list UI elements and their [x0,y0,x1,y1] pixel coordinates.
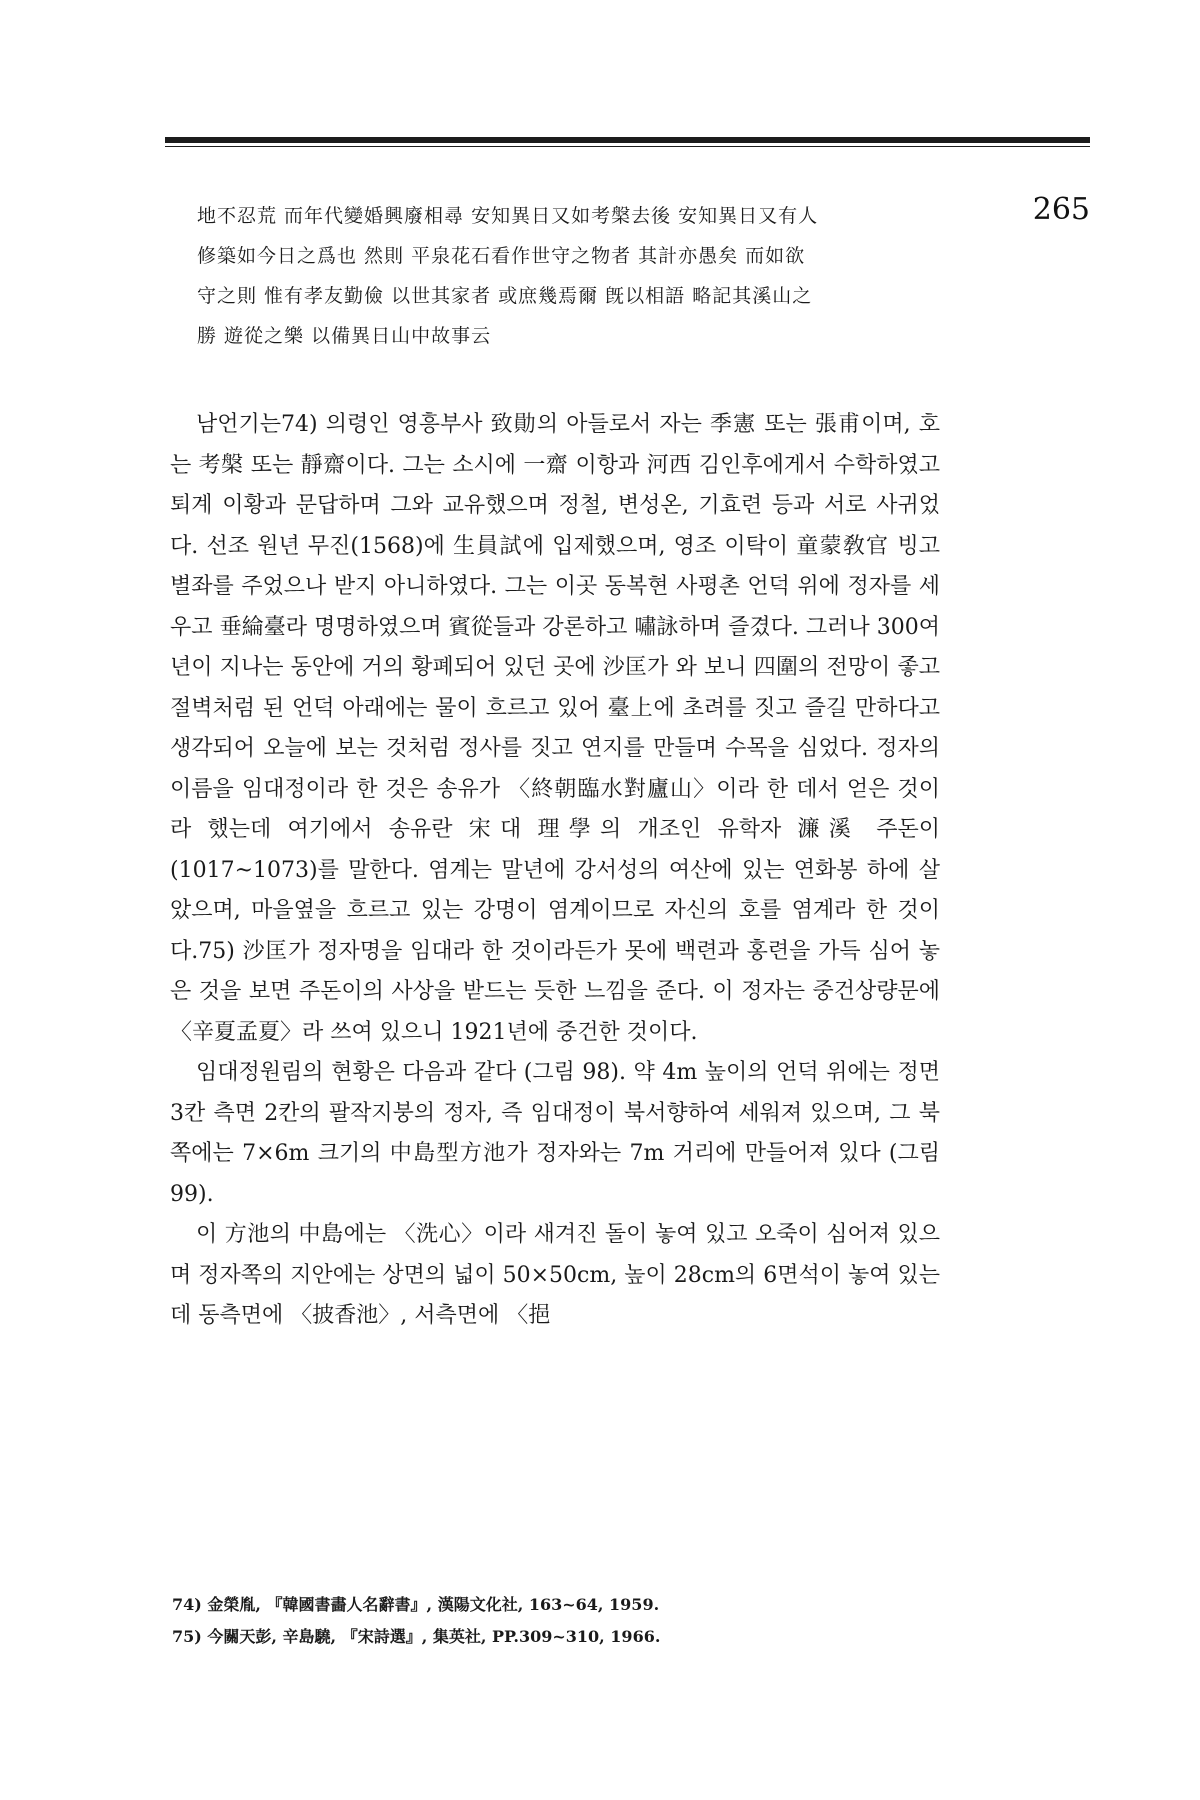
header-rule-thin [165,146,1090,147]
page-number: 265 [1032,192,1090,227]
quote-line: 守之則 惟有孝友勤儉 以世其家者 或庶幾焉爾 旣以相語 略記其溪山之 [197,285,813,307]
header-rule-thick [165,137,1090,143]
footnote: 75) 今關天彭, 辛島驍, 『宋詩選』, 集英社, PP.309~310, 1966. [172,1627,661,1646]
paragraph: 남언기는74) 의령인 영흥부사 致勛의 아들로서 자는 季憲 또는 張甫이며, 호는 考槃 또는 靜齋이다. 그는 소시에 一齋 이항과 河西 김인후에게서 수학하였고 퇴계 이황과 문답하며 그와 교유했으며 정철, 변성온, 기효련 등과 서로 사귀었다. 선조 원년 무진(1568)에 生員試에 입제했으며, 영조 이탁이 童蒙敎官 빙고별좌를 주었으나 받지 아니하였다. 그는 이곳 동복현 사평촌 언덕 위에 정자를 세우고 垂綸臺라 명명하였으며 賓從들과 강론하고 嘯詠하며 즐겼다. 그러나 300여 년이 지나는 동안에 거의 황폐되어 있던 곳에 沙匡가 와 보니 四圍의 전망이 좋고 절벽처럼 된 언덕 아래에는 물이 흐르고 있어 臺上에 초려를 짓고 즐길 만하다고 생각되어 오늘에 보는 것처럼 정사를 짓고 연지를 만들며 수목을 심었다. 정자의 이름을 임대정이라 한 것은 송유가 〈終朝臨水對廬山〉이라 한 데서 얻은 것이라 했는데 여기에서 송유란 宋대 理學의 개조인 유학자 濂溪 주돈이(1017~1073)를 말한다. 염계는 말년에 강서성의 여산에 있는 연화봉 하에 살았으며, 마을옆을 흐르고 있는 강명이 염계이므로 자신의 호를 염계라 한 것이다.75) 沙匡가 정자명을 임대라 한 것이라든가 못에 백련과 홍련을 가득 심어 놓은 것을 보면 주돈이의 사상을 받드는 듯한 느낌을 준다. 이 정자는 중건상량문에 〈辛夏孟夏〉라 쓰여 있으니 1921년에 중건한 것이다. [170,412,940,1045]
footnote: 74) 金榮胤, 『韓國書畵人名辭書』, 漢陽文化社, 163~64, 1959. [172,1595,660,1614]
classical-chinese-quote [197,196,937,356]
footnotes [172,1589,952,1653]
quote-line: 修築如今日之爲也 然則 平泉花石看作世守之物者 其計亦愚矣 而如欲 [197,245,806,267]
paragraph: 이 方池의 中島에는 〈洗心〉이라 새겨진 돌이 놓여 있고 오죽이 심어져 있으며 정자쪽의 지안에는 상면의 넓이 50×50cm, 높이 28cm의 6면석이 놓여 있는데 동측면에 〈披香池〉, 서측면에 〈挹 [170,1222,940,1328]
quote-line: 勝 遊從之樂 以備異日山中故事云 [197,325,492,347]
quote-line: 地不忍荒 而年代變婚興廢相尋 安知異日又如考槃去後 安知異日又有人 [197,205,819,227]
body-text [170,405,940,1337]
paragraph: 임대정원림의 현황은 다음과 같다 (그림 98). 약 4m 높이의 언덕 위에는 정면 3칸 측면 2칸의 팔작지붕의 정자, 즉 임대정이 북서향하여 세워져 있으며, 그 북쪽에는 7×6m 크기의 中島型方池가 정자와는 7m 거리에 만들어져 있다 (그림 99). [170,1060,940,1207]
